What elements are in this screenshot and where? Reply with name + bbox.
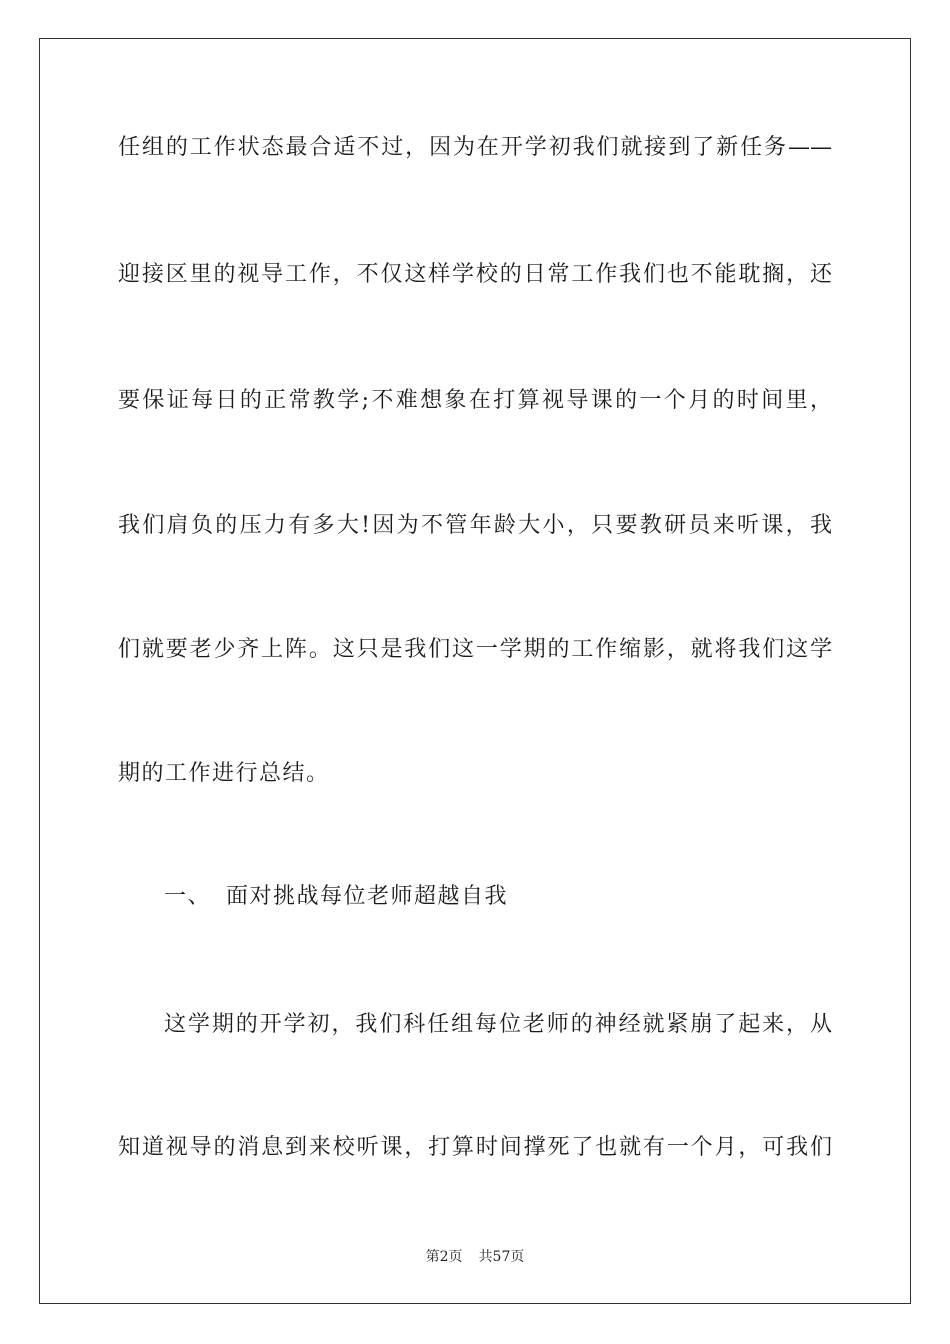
body-text-line: 任组的工作状态最合适不过，因为在开学初我们就接到了新任务—— [118,135,832,160]
section-heading [164,882,508,912]
page-border [39,38,911,1304]
body-text-line: 们就要老少齐上阵。这只是我们这一学期的工作缩影，就将我们这学 [118,637,832,662]
page-total: 共57页 [478,1249,525,1265]
body-text-line: 期的工作进行总结。 [118,761,330,786]
body-text-line: 知道视导的消息到来校听课，打算时间撑死了也就有一个月，可我们 [118,1135,832,1160]
page-footer [0,1248,950,1266]
section-heading-title: 面对挑战每位老师超越自我 [226,884,509,909]
body-text-line: 我们肩负的压力有多大!因为不管年龄大小，只要教研员来听课，我 [118,513,832,538]
body-text-line: 这学期的开学初，我们科任组每位老师的神经就紧崩了起来，从 [164,1012,832,1037]
body-text-line: 迎接区里的视导工作，不仅这样学校的日常工作我们也不能耽搁，还 [118,262,832,287]
body-text-line: 要保证每日的正常教学;不难想象在打算视导课的一个月的时间里， [118,388,832,413]
section-heading-number: 一、 [164,884,212,909]
page-number: 第2页 [425,1249,463,1265]
